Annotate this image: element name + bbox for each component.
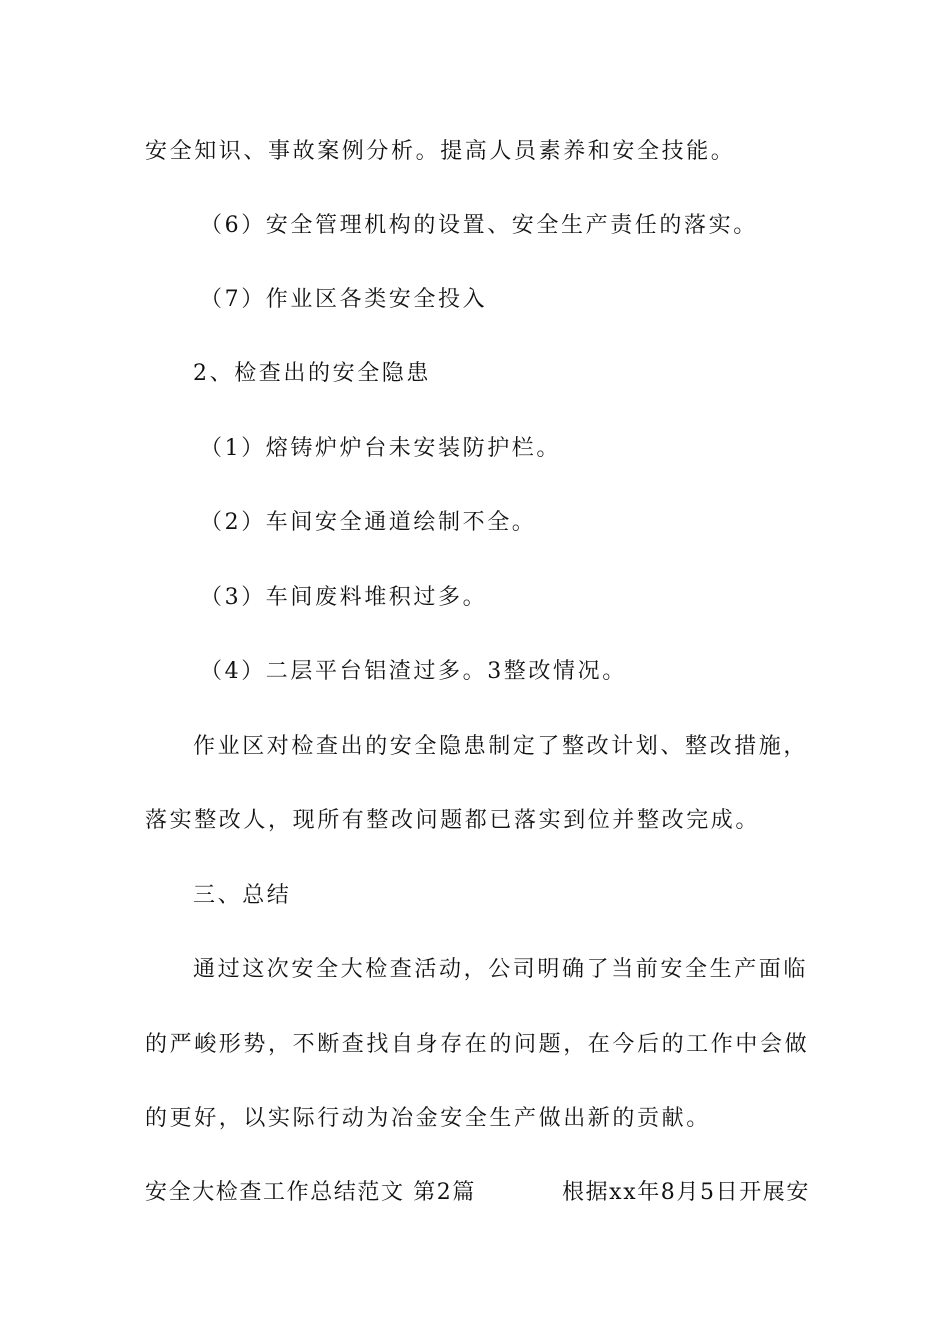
paragraph-line: 的更好，以实际行动为冶金安全生产做出新的贡献。: [145, 1106, 711, 1131]
paragraph-line: 落实整改人，现所有整改问题都已落实到位并整改完成。: [145, 808, 761, 833]
paragraph-line: 的严峻形势，不断查找自身存在的问题，在今后的工作中会做: [145, 1032, 810, 1057]
next-article-title: 安全大检查工作总结范文 第2篇: [145, 1180, 476, 1205]
paragraph-line: 通过这次安全大检查活动，公司明确了当前安全生产面临: [193, 957, 809, 982]
list-item: （4）二层平台铝渣过多。3整改情况。: [200, 659, 627, 684]
paragraph-line: 安全知识、事故案例分析。提高人员素养和安全技能。: [145, 139, 736, 164]
next-article-line: [145, 1178, 810, 1208]
paragraph-line: 作业区对检查出的安全隐患制定了整改计划、整改措施，: [193, 734, 809, 759]
section-heading: 三、总结: [193, 883, 292, 908]
next-article-intro: 根据xx年8月5日开展安: [561, 1180, 810, 1205]
section-heading: 2、检查出的安全隐患: [193, 361, 431, 386]
list-item: （6）安全管理机构的设置、安全生产责任的落实。: [200, 213, 758, 238]
list-item: （3）车间废料堆积过多。: [200, 585, 488, 610]
list-item: （7）作业区各类安全投入: [200, 287, 488, 312]
list-item: （1）熔铸炉炉台未安装防护栏。: [200, 436, 561, 461]
list-item: （2）车间安全通道绘制不全。: [200, 510, 537, 535]
